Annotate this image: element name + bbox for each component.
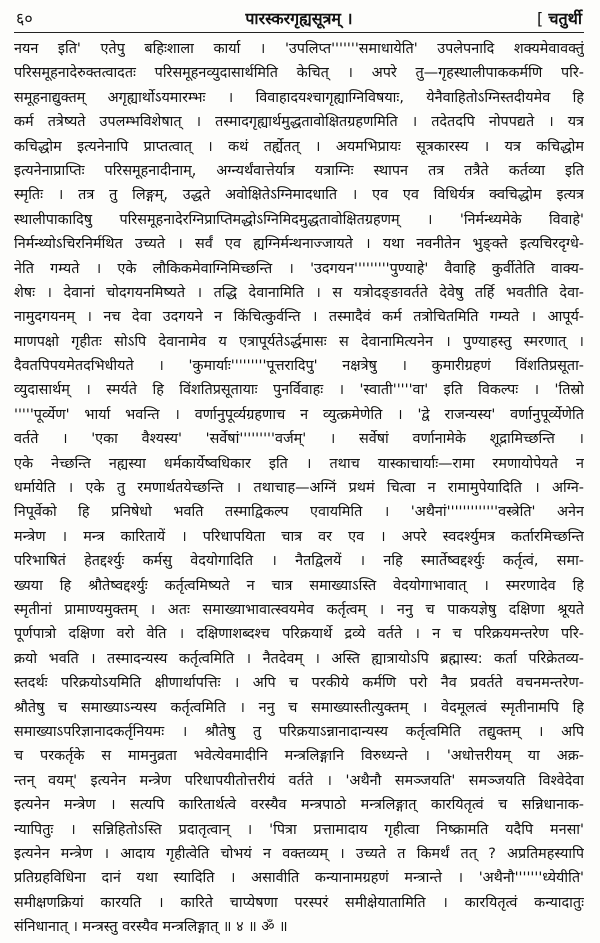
- text-line: शेषः । देवानां चोदगयनमिष्यते । तद्धि देवानामिति । स यत्रोदङ्ङावर्तते देवेषु तर्हि भवतीति देवा-: [14, 284, 584, 301]
- text-line: कचिद्धोम इत्यनेनापि प्राप्तत्वात् । कथं तर्ह्येतत् । अयमभिप्रायः सूत्रकारस्य । यत्र कचिद्धोम: [14, 138, 584, 155]
- text-line: इत्यनेनाप्राप्तिः परिसमूहनादीनाम्, अग्न्यर्थंवात्तेर्यात्र यत्राग्निः स्थापन तत्र तत्रैते कर्तव्या इति: [14, 162, 584, 179]
- text-line: '''''पूर्व्येण' भार्या भवन्ति । वर्णानुपूर्व्यग्रहणाच न व्युत्क्रमेणेति । 'द्वे राजन्यस्य' वर्णानुपूर्व्येणेति: [14, 406, 584, 423]
- text-line: संनिधानात् । मन्त्रस्तु वरस्यैव मन्त्रलिङ्गात् ॥ ४ ॥ ॐ ॥: [14, 919, 288, 936]
- text-line: निर्मन्थ्योऽचिरनिर्मथित उच्यते । सर्वं एव ह्यग्निर्मन्थनाज्जायते । यथा नवनीतेन भुङ्क्ते इत्यचिरदृग्धे-: [14, 236, 584, 253]
- text-line: माणपक्षो गृहीतः सोऽपि देवानामेव य एत्रापूर्यतेऽर्द्धमासः स देवानामित्यनेन । पुण्याहस्तु स्मरणात् ।: [14, 333, 584, 350]
- text-line: न्तन् वयम्' इत्यनेन मन्त्रेण परिधापयीतोत्तरीयं वर्तते । 'अथैनौ समञ्जयति' समञ्जयति विश्वेदेवा: [14, 772, 584, 789]
- running-title: पारस्करगृह्यसूत्रम् ।: [245, 9, 353, 28]
- text-line: इत्यनेन मन्त्रेण । आदाय गृहीत्वेति चोभयं न वक्तव्यम् । उच्यते त किमर्थं तत् ? अप्रतिमहस्यापि: [14, 845, 584, 862]
- text-line: धर्मायेति । एके तु रमणार्थतयेच्छन्ति । तथाचाह—अग्निं प्रथमं चित्वा न रामामुपेयादिति । अग्नि-: [14, 480, 584, 497]
- text-line: समूहनाद्युक्तम् अगृह्यार्थोऽयमारम्भः । विवाहादयश्चागृह्याग्निविषयाः, येनैवाहितोऽग्निस्तदीयमेव हि: [14, 89, 584, 106]
- text-line: दैवतपिपयमेतदभिधीयते । 'कुमार्याः'''''''''पूत्तरादिपु' नक्षत्रेषु । कुमारीग्रहणं विंशतिप्रसूता-: [14, 358, 584, 375]
- text-line: स्मृतिः । तत्र तु लिङ्गम्, उद्धते अवोक्षितेऽग्निमादधाति । एव एव विधिर्यत्र क्वचिद्धोम इत्यत्र: [14, 187, 584, 204]
- text-line: एके नेच्छन्ति नह्यस्या धर्मकार्येष्वधिकार इति । तथाच यास्काचार्याः—रामा रमणायोपेयते न: [14, 455, 584, 472]
- text-line: श्रौतेषु च समाख्याऽन्यस्य कर्तृत्वमिति । ननु च समाख्यास्तीत्युक्तम् । वेदमूलत्वं स्मृतीनामपि हि: [14, 699, 584, 716]
- text-line: स्थालीपाकादिषु परिसमूहनादेरग्निप्राप्तिमद्धोऽग्निमिदमुद्धतावोक्षितग्रहणम् । 'निर्मन्ध्यमेके विवाहे': [14, 211, 584, 228]
- text-line: पूर्णपात्रो दक्षिणा वरो वेति । दक्षिणाशब्दश्च परिक्रयार्थे द्रव्ये वर्तते । न च परिक्रयमन्तरेण परि-: [14, 626, 584, 643]
- text-line: प्रतिग्रहविधिना दानं यथा स्यादिति । असावीति कन्यानामग्रहणं मन्त्रान्ते । 'अथैनौ'''''''ध्येयीति': [14, 870, 584, 887]
- text-line: इत्यनेन मन्त्रेण । सत्यपि कारितार्थत्वे वरस्यैव मन्त्रपाठो मन्त्रलिङ्गात् कारयितृत्वं च सन्निधानाक-: [14, 797, 584, 814]
- text-line: मन्त्रेण । मन्त्र कारितायें । परिधापयिता चात्र वर एव । अपरे स्वदर्श्युमत्र कर्तारमिच्छन्ति: [14, 528, 584, 545]
- text-line: नेति गम्यते । एके लौकिकमेवाग्निमिच्छन्ति । 'उदगयन'''''''''पुण्याहे' वैवाहि कुर्वीतेति वाक्य-: [14, 260, 584, 277]
- text-line: नामुदगयनम् । नच देवा उदगयने न किंचित्कुर्वन्ति । तस्मादैवं कर्म तत्रोचितमिति गम्यते । आपूर्य-: [14, 309, 584, 326]
- text-line: व्युदासार्थम् । स्मर्यते हि विंशतिप्रसूतायाः पुनर्विवाहः । 'स्वाती'''''वा' इति विकल्पः । 'तिस्रो: [14, 382, 584, 399]
- text-line: च परकर्तृके स मामनुव्रता भवेत्येवमादीनि मन्त्रलिङ्गानि विरुध्यन्ते । 'अधोत्तरीयम् या अक्र-: [14, 748, 584, 765]
- text-line: कर्म तत्रेष्यते उपलम्भविशेषात् । तस्मादगृह्यार्थमुद्धतावोक्षितग्रहणमिति । तदेतदपि नोपपद्यते । यत्र: [14, 114, 584, 131]
- commentary-text: [14, 37, 584, 939]
- text-line: परिसमूहनादेरुक्तत्वादतः परिसमूहनव्युदासार्थमिति केचित् । अपरे तु—गृहस्थालीपाककर्मणि परि-: [14, 65, 584, 82]
- text-line: न्यापितुः । सन्निहितोऽस्ति प्रदातृत्वान् । 'पित्रा प्रत्तामादाय गृहीत्वा निष्क्रामति यदैपि मनसा': [14, 821, 584, 838]
- text-line: स्तदर्थः परिक्रयोऽयमिति क्षीणार्थापत्तिः । अपि च परकीये कर्मणि परो नैव प्रवर्तते वचनमन्तरेण-: [14, 675, 584, 692]
- text-line: ख्यया हि श्रौतेष्वद्दर्श्युः कर्तृत्वमिष्यते न चात्र समाख्याऽस्ति वेदयोगाभावात् । स्मरणादेव हि: [14, 577, 584, 594]
- text-line: समीक्षणक्रियां कारयति । कारिते चाप्येषणा परस्परं समीक्षेयातामिति । कारयितृत्वं कन्यादातुः: [14, 894, 584, 911]
- text-line: परिभाषितं हेतद्दर्श्युः कर्मसु वेदयोगादिति । नैतद्विलयें । नहि स्मार्तेष्वद्दर्श्युः कर्तृत्वं, समा-: [14, 553, 584, 570]
- section-tag: [ चतुर्थी: [537, 6, 582, 32]
- page-header: [14, 6, 584, 33]
- text-line: नयन इति' एतेपु बहिःशाला कार्या । 'उपलिप्त'''''''समाधायेति' उपलेपनादि शक्यमेवावक्तुं: [14, 41, 584, 57]
- page-number: ६०: [16, 9, 33, 28]
- text-line: समाख्याऽपरिज्ञानादकर्तृनियमः । श्रौतेषु तु परिक्रयाऽन्नानादान्यस्य कर्तृत्वमिति तद्युक्तम् । अपि: [14, 723, 584, 740]
- text-line: क्रयो भवति । तस्मादन्यस्य कर्तृत्वमिति । नैतदेवम् । अस्ति ह्यात्रायोऽपि ब्रह्मास्य: कर्ता परिक्रेतव्य-: [14, 650, 584, 667]
- text-line: निपूर्वेको हि प्रनिषेधो भवति तस्माद्विकल्प एवायमिति । 'अथैनां'''''''''''''वस्त्रेति' अनेन: [14, 504, 584, 521]
- text-line: स्मृतीनां प्रामाण्यमुक्तम् । अतः समाख्याभावात्स्वयमेव कर्तृत्वम् । ननु च पाकयज्ञेषु दक्षिणा श्रूयते: [14, 601, 584, 618]
- text-line: वर्तते । 'एका वैश्यस्य' 'सर्वेषां'''''''''वर्जम्' । सर्वेषां वर्णानामेके शूद्रामिच्छन्ति ।: [14, 431, 584, 448]
